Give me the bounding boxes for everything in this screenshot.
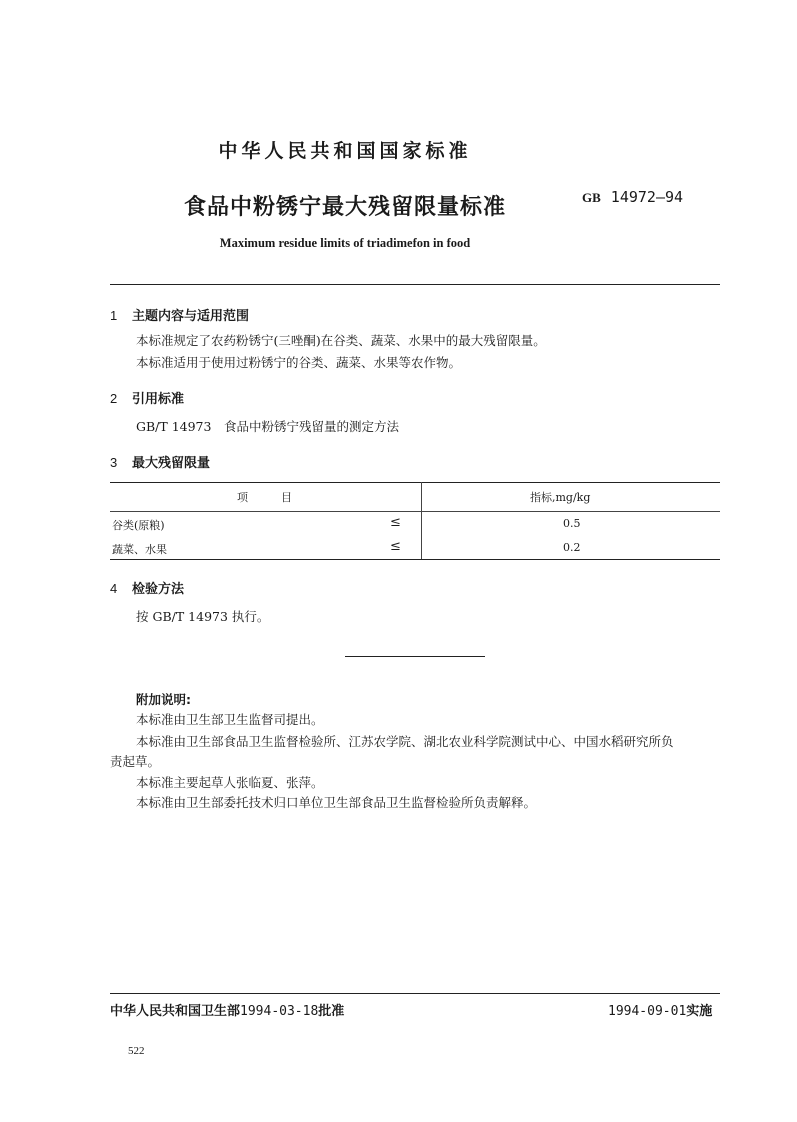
section-1-heading: [110, 305, 249, 324]
footer-divider: [110, 993, 720, 994]
approval-date: 1994-03-18: [240, 1004, 319, 1019]
section-title: 主题内容与适用范围: [132, 309, 250, 324]
standard-number: [582, 188, 683, 206]
table-row-2-sign: ≤: [390, 539, 401, 554]
document-title: 食品中粉锈宁最大残留限量标准: [183, 195, 506, 220]
notes-line-4: 本标准主要起草人张临夏、张萍。: [136, 775, 324, 790]
effective-line: [608, 1000, 712, 1019]
standard-prefix: GB: [582, 190, 601, 205]
table-row-2-item: 蔬菜、水果: [112, 543, 167, 556]
table-row-1-item: 谷类(原粮): [112, 519, 165, 532]
notes-line-1: 本标准由卫生部卫生监督司提出。: [136, 712, 324, 727]
table-row-1-sign: ≤: [390, 515, 401, 530]
section-2-heading: [110, 388, 184, 407]
national-standard-heading: 中华人民共和国国家标准: [218, 140, 472, 162]
section-number: 4: [110, 581, 118, 596]
table-header-item: 项 目: [237, 491, 292, 504]
notes-line-2: 本标准由卫生部食品卫生监督检验所、江苏农学院、湖北农业科学院测试中心、中国水稻研究所负: [136, 734, 674, 749]
table-bottom-rule: [110, 559, 720, 560]
notes-heading: 附加说明:: [136, 692, 191, 707]
english-title: Maximum residue limits of triadimefon in food: [219, 236, 471, 250]
section-title: 检验方法: [132, 582, 185, 597]
effective-suffix: 实施: [686, 1004, 713, 1019]
section-number: 2: [110, 391, 118, 406]
section-2-reference: GB/T 14973 食品中粉锈宁残留量的测定方法: [136, 419, 399, 434]
table-header-value: 指标,mg/kg: [530, 491, 591, 504]
notes-line-5: 本标准由卫生部委托技术归口单位卫生部食品卫生监督检验所负责解释。: [136, 795, 537, 810]
section-title: 最大残留限量: [132, 456, 211, 471]
section-4-heading: [110, 578, 184, 597]
approval-line: [110, 1000, 344, 1019]
notes-line-3: 责起草。: [110, 754, 161, 769]
section-4-paragraph: 按 GB/T 14973 执行。: [136, 609, 270, 624]
section-1-paragraph-1: 本标准规定了农药粉锈宁(三唑酮)在谷类、蔬菜、水果中的最大残留限量。: [136, 333, 546, 348]
section-number: 3: [110, 455, 118, 470]
section-3-heading: [110, 452, 210, 471]
section-1-paragraph-2: 本标准适用于使用过粉锈宁的谷类、蔬菜、水果等农作物。: [136, 355, 462, 370]
page-number: 522: [128, 1045, 145, 1057]
approval-suffix: 批准: [318, 1004, 345, 1019]
table-column-divider: [421, 482, 422, 559]
table-header-rule: [110, 511, 720, 512]
table-row-2-value: 0.2: [563, 541, 581, 554]
effective-date: 1994-09-01: [608, 1004, 687, 1019]
table-row-1-value: 0.5: [563, 517, 581, 530]
approval-authority: 中华人民共和国卫生部: [110, 1004, 241, 1019]
section-number: 1: [110, 308, 118, 323]
end-of-text-rule: [345, 656, 485, 657]
table-top-rule: [110, 482, 720, 483]
section-title: 引用标准: [132, 392, 185, 407]
header-divider: [110, 284, 720, 285]
standard-code: 14972—94: [610, 188, 684, 206]
